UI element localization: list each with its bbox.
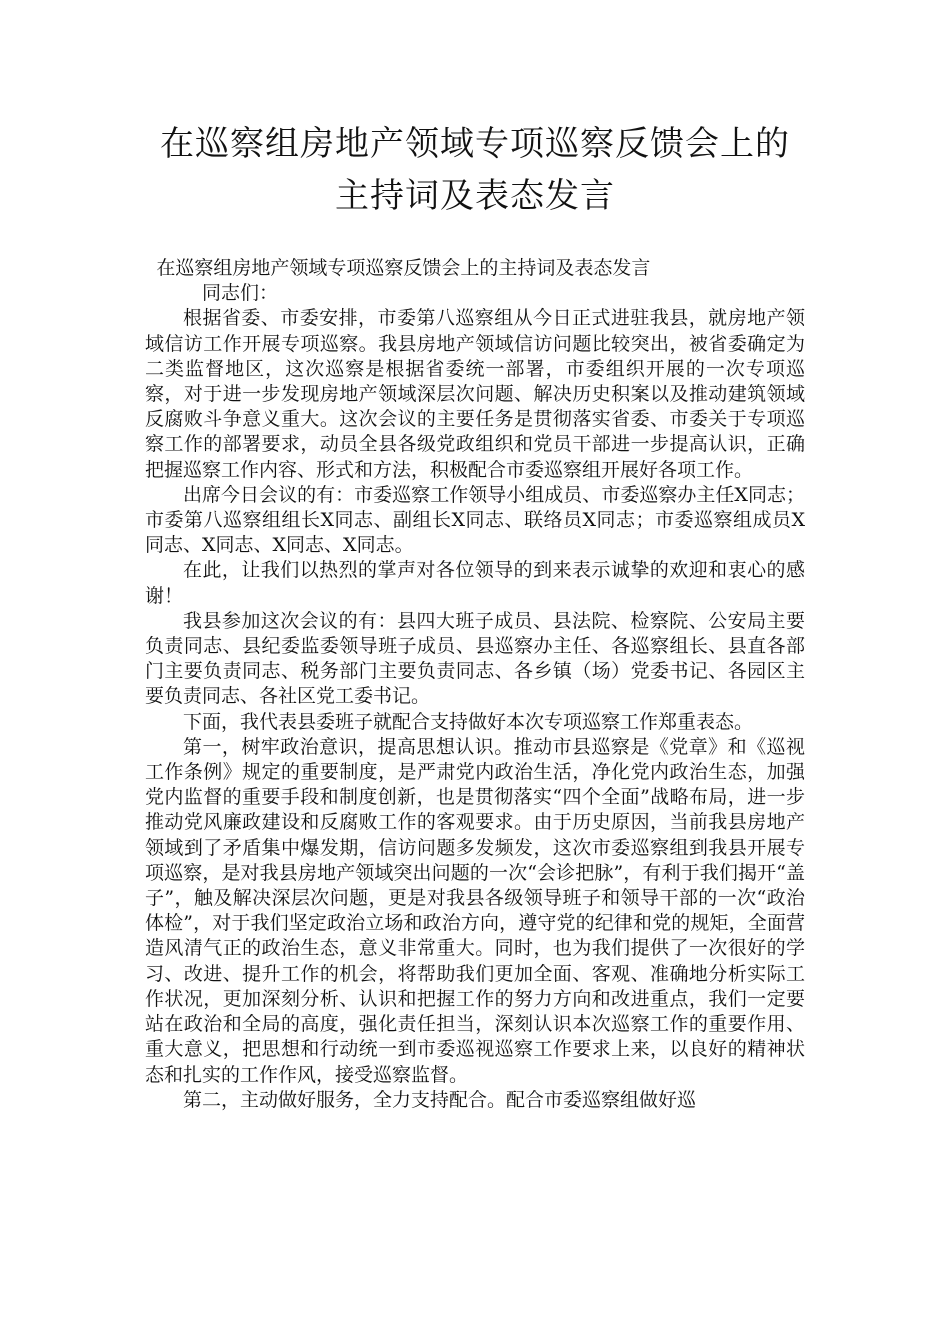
body-paragraph: 根据省委、市委安排，市委第八巡察组从今日正式进驻我县，就房地产领域信访工作开展专项巡察。我县房地产领域信访问题比较突出，被省委确定为二类监督地区，这次巡察是根据省委统一部署，市委组织开展的一次专项巡察，对于进一步发现房地产领域深层次问题、解决历史积案以及推动建筑领域反腐败斗争意义重大。这次会议的主要任务是贯彻落实省委、市委关于专项巡察工作的部署要求，动员全县各级党政组织和党员干部进一步提高认识，正确把握巡察工作内容、形式和方法，积极配合市委巡察组开展好各项工作。 bbox=[145, 307, 805, 481]
body-paragraph: 在此，让我们以热烈的掌声对各位领导的到来表示诚挚的欢迎和衷心的感谢！ bbox=[145, 559, 805, 607]
title-line-1: 在巡察组房地产领域专项巡察反馈会上的 bbox=[160, 124, 790, 164]
body-paragraph: 第二，主动做好服务，全力支持配合。配合市委巡察组做好巡 bbox=[183, 1088, 697, 1111]
greeting-paragraph: 同志们： bbox=[202, 282, 279, 305]
body-paragraph: 下面，我代表县委班子就配合支持做好本次专项巡察工作郑重表态。 bbox=[183, 710, 754, 733]
document-title bbox=[145, 118, 805, 222]
subtitle-paragraph: 在巡察组房地产领域专项巡察反馈会上的主持词及表态发言 bbox=[156, 257, 651, 279]
body-paragraph: 出席今日会议的有：市委巡察工作领导小组成员、市委巡察办主任X同志；市委第八巡察组组长X同志、副组长X同志、联络员X同志；市委巡察组成员X同志、X同志、X同志、X同志。 bbox=[145, 483, 805, 557]
document-body bbox=[145, 256, 805, 1113]
body-paragraph: 第一，树牢政治意识，提高思想认识。推动市县巡察是《党章》和《巡视工作条例》规定的重要制度，是严肃党内政治生活，净化党内政治生态，加强党内监督的重要手段和制度创新，也是贯彻落实“四个全面”战略布局，进一步推动党风廉政建设和反腐败工作的客观要求。由于历史原因，当前我县房地产领域到了矛盾集中爆发期，信访问题多发频发，这次市委巡察组到我县开展专项巡察，是对我县房地产领域突出问题的一次“会诊把脉”，有利于我们揭开“盖子”，触及解决深层次问题，更是对我县各级领导班子和领导干部的一次“政治体检”，对于我们坚定政治立场和政治方向，遵守党的纪律和党的规矩，全面营造风清气正的政治生态，意义非常重大。同时，也为我们提供了一次很好的学习、改进、提升工作的机会，将帮助我们更加全面、客观、准确地分析实际工作状况，更加深刻分析、认识和把握工作的努力方向和改进重点，我们一定要站在政治和全局的高度，强化责任担当，深刻认识本次巡察工作的重要作用、重大意义，把思想和行动统一到市委巡视巡察工作要求上来，以良好的精神状态和扎实的工作作风，接受巡察监督。 bbox=[145, 735, 805, 1086]
body-paragraph: 我县参加这次会议的有：县四大班子成员、县法院、检察院、公安局主要负责同志、县纪委监委领导班子成员、县巡察办主任、各巡察组长、县直各部门主要负责同志、税务部门主要负责同志、各乡镇（场）党委书记、各园区主要负责同志、各社区党工委书记。 bbox=[145, 609, 805, 708]
title-line-2: 主持词及表态发言 bbox=[335, 176, 615, 216]
